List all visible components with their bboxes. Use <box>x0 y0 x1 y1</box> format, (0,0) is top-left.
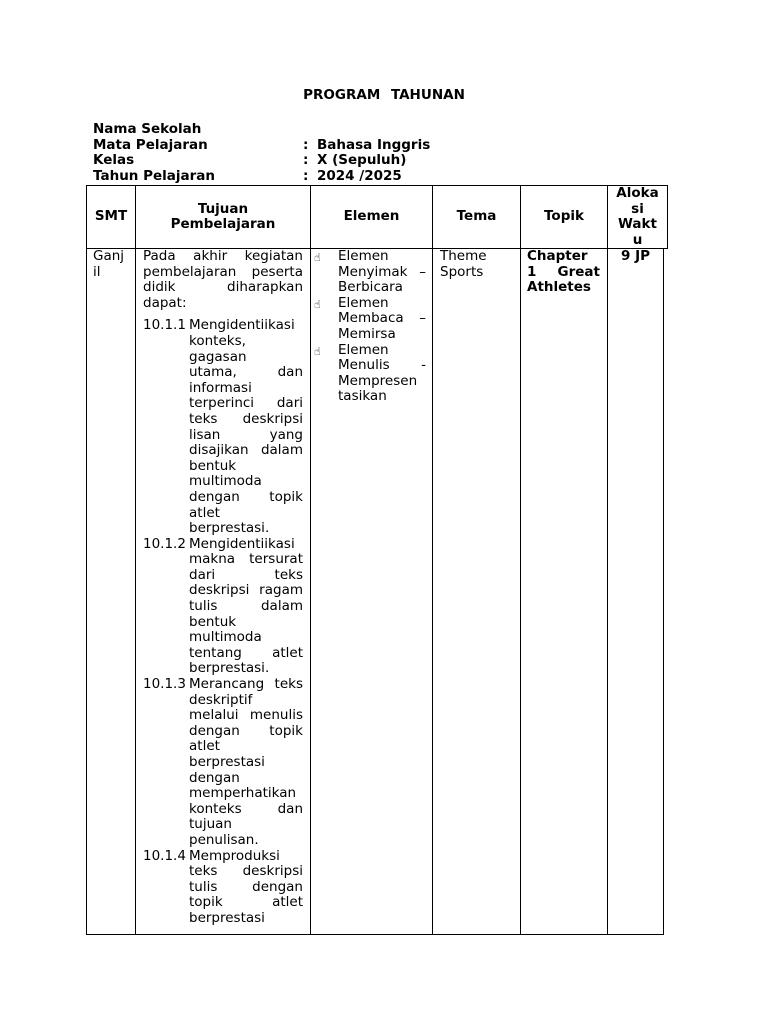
col-divider-4 <box>520 185 521 935</box>
header-alokasi-line2: si <box>631 200 644 217</box>
objective-number: 10.1.3 <box>143 676 186 693</box>
cell-elemen <box>314 249 426 405</box>
objective-line: berprestasi. <box>189 660 270 677</box>
page-title: PROGRAM TAHUNAN <box>303 87 465 103</box>
elemen-line: tasikan <box>338 388 387 405</box>
objective-line: utama, dan <box>189 364 303 381</box>
header-elemen-label: Elemen <box>343 208 400 225</box>
objective-line: Memproduksi <box>189 847 280 864</box>
objective-line: lisan yang <box>189 426 303 443</box>
col-divider-1 <box>135 185 136 935</box>
info-label: Tahun Pelajaran <box>93 167 216 184</box>
header-alokasi-line3: Wakt <box>618 216 657 232</box>
cell-tujuan <box>143 249 303 927</box>
header-elemen <box>311 186 432 248</box>
objective-line: dari teks <box>189 566 303 583</box>
objective-line: terperinci dari <box>189 395 303 412</box>
objective-item <box>143 318 303 536</box>
elemen-line: Menulis - <box>338 357 426 374</box>
objective-line: bentuk <box>189 457 237 474</box>
elemen-line: Memirsa <box>338 325 396 342</box>
objective-line: Merancang teks <box>189 676 303 693</box>
elemen-text <box>338 343 426 405</box>
elemen-item <box>314 249 426 296</box>
objective-number: 10.1.1 <box>143 317 186 334</box>
elemen-text <box>338 296 426 343</box>
elemen-line: Elemen <box>338 341 389 358</box>
identity-block <box>93 122 430 184</box>
info-row <box>93 153 430 169</box>
header-tema <box>433 186 520 248</box>
header-topik <box>521 186 607 248</box>
col-divider-2 <box>310 185 311 935</box>
hand-pointer-icon: ☝ <box>314 297 321 311</box>
objective-line: tujuan <box>189 816 232 833</box>
objective-text <box>189 677 303 849</box>
intro-line: pembelajaran peserta <box>143 263 303 280</box>
elemen-text <box>338 249 426 296</box>
objective-line: memperhatikan <box>189 785 297 802</box>
objective-line: penulisan. <box>189 831 259 848</box>
cell-alokasi-value: 9 JP <box>620 248 650 264</box>
info-value: X (Sepuluh) <box>317 152 407 168</box>
info-colon: : <box>303 167 309 184</box>
objective-line: atlet <box>189 738 220 755</box>
intro-line: dapat: <box>143 294 187 311</box>
elemen-line: Elemen <box>338 248 389 264</box>
objective-line: Mengidentiikasi <box>189 535 295 552</box>
header-topik-label: Topik <box>544 208 584 225</box>
cell-smt <box>93 249 133 280</box>
info-value: 2024 /2025 <box>317 167 402 184</box>
table-border-left <box>86 185 87 935</box>
objective-item <box>143 537 303 677</box>
objective-line: teks deskripsi <box>189 410 303 427</box>
header-tujuan <box>136 186 310 248</box>
objective-text <box>189 849 303 927</box>
header-tema-label: Tema <box>456 208 497 225</box>
objective-line: dengan topik <box>189 488 303 505</box>
objective-line: deskripsi ragam <box>189 582 303 599</box>
cell-topik-line2: 1 Great <box>527 263 600 280</box>
elemen-line: Mempresen <box>338 372 418 389</box>
objective-line: dengan <box>189 769 240 786</box>
elemen-line: Berbicara <box>338 279 403 296</box>
objective-line: disajikan dalam <box>189 442 303 459</box>
info-colon: : <box>303 136 309 153</box>
header-tujuan-line1: Tujuan <box>197 200 249 217</box>
objective-text <box>189 537 303 677</box>
objective-line: berprestasi <box>189 754 265 770</box>
elemen-item <box>314 343 426 405</box>
cell-smt-line1: Ganj <box>93 248 125 264</box>
elemen-line: Membaca – <box>338 310 426 327</box>
intro-line: didik diharapkan <box>143 279 303 296</box>
objective-line: deskriptif <box>189 691 253 708</box>
elemen-line: Elemen <box>338 294 389 311</box>
objective-line: tulis dengan <box>189 878 303 895</box>
col-divider-5 <box>607 185 608 935</box>
cell-alokasi <box>608 249 663 265</box>
objective-line: tentang atlet <box>189 644 303 661</box>
info-row <box>93 122 430 138</box>
tujuan-objectives <box>143 318 303 926</box>
header-smt <box>87 186 135 248</box>
objective-line: melalui menulis <box>189 707 303 724</box>
tujuan-intro <box>143 249 303 311</box>
objective-line: bentuk <box>189 613 237 630</box>
objective-line: informasi <box>189 379 252 396</box>
header-alokasi-line1: Aloka <box>616 185 659 201</box>
header-alokasi-line4: u <box>632 231 643 248</box>
info-row <box>93 169 430 185</box>
cell-smt-line2: il <box>93 263 101 280</box>
objective-text <box>189 318 303 536</box>
elemen-line: Menyimak – <box>338 263 426 280</box>
elemen-item <box>314 296 426 343</box>
objective-line: topik atlet <box>189 894 303 911</box>
objective-line: konteks dan <box>189 800 303 817</box>
info-value: Bahasa Inggris <box>317 136 431 153</box>
info-colon <box>303 122 317 138</box>
objective-line: tulis dalam <box>189 598 303 615</box>
info-row <box>93 138 430 154</box>
objective-line: makna tersurat <box>189 551 303 568</box>
cell-topik-line1: Chapter <box>527 248 588 264</box>
info-label: Mata Pelajaran <box>93 136 208 153</box>
cell-topik-line3: Athletes <box>527 279 591 296</box>
objective-line: konteks, <box>189 332 246 349</box>
hand-pointer-icon: ☝ <box>314 251 321 264</box>
objective-number: 10.1.4 <box>143 847 186 864</box>
info-label: Kelas <box>93 152 135 168</box>
objective-line: multimoda <box>189 473 262 490</box>
header-smt-label: SMT <box>94 208 128 225</box>
table-border-bottom <box>86 934 664 935</box>
objective-line: dengan topik <box>189 722 303 739</box>
header-alokasi <box>608 186 667 248</box>
cell-tema <box>440 249 516 280</box>
info-label: Nama Sekolah <box>93 121 202 137</box>
info-colon: : <box>303 152 309 168</box>
col-divider-3 <box>432 185 433 935</box>
objective-line: teks deskripsi <box>189 863 303 880</box>
objective-item <box>143 677 303 849</box>
objective-line: multimoda <box>189 629 262 646</box>
hand-pointer-icon: ☝ <box>314 344 321 358</box>
cell-tema-line2: Sports <box>440 263 484 280</box>
objective-item <box>143 849 303 927</box>
objective-line: atlet <box>189 504 220 521</box>
cell-topik <box>527 249 600 296</box>
cell-tema-line1: Theme <box>440 248 487 264</box>
objective-line: berprestasi <box>189 909 265 926</box>
objective-number: 10.1.2 <box>143 535 186 552</box>
intro-line: Pada akhir kegiatan <box>143 248 303 264</box>
table-border-right <box>663 248 664 935</box>
objective-line: Mengidentiikasi <box>189 317 295 334</box>
objective-line: berprestasi. <box>189 520 270 537</box>
header-tujuan-line2: Pembelajaran <box>170 216 276 232</box>
col-divider-6-header <box>667 185 668 249</box>
objective-line: gagasan <box>189 348 247 365</box>
